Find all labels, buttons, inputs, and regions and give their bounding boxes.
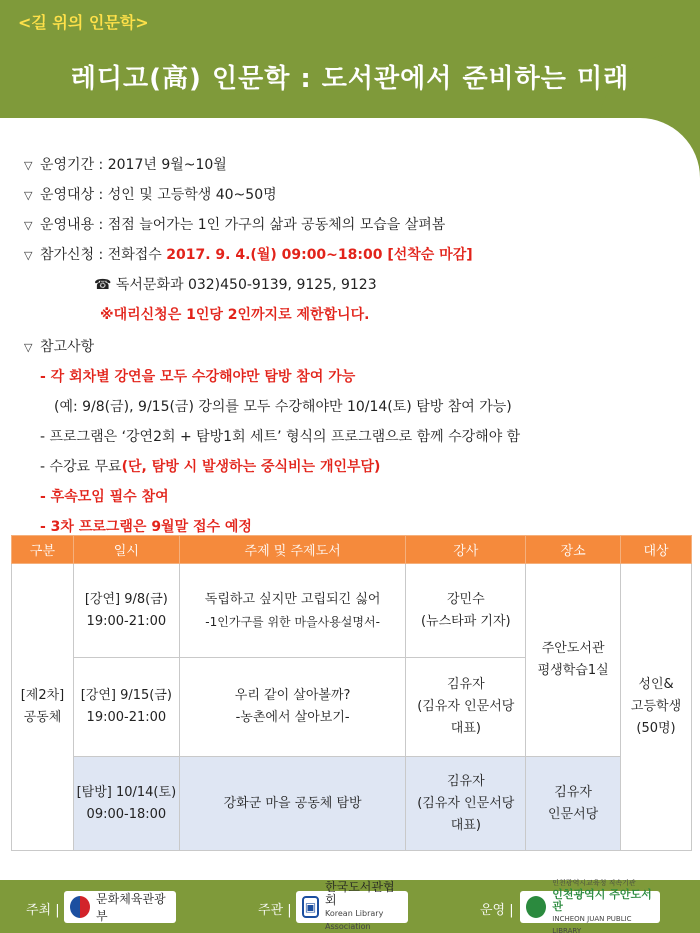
organizer-logo: ▣ 한국도서관협회 Korean Library Association bbox=[296, 891, 408, 923]
audience-cell: 성인& 고등학생 (50명) bbox=[621, 564, 692, 851]
table-row bbox=[12, 757, 692, 851]
note-4: - 후속모임 필수 참여 bbox=[40, 489, 169, 505]
table-row bbox=[12, 564, 692, 658]
triangle-bullet-icon: ▽ bbox=[24, 341, 33, 354]
topic-cell: 강화군 마을 공동체 탐방 bbox=[179, 757, 406, 851]
header-place: 장소 bbox=[526, 536, 621, 564]
place-cell: 김유자 인문서당 bbox=[526, 757, 621, 851]
operator-logo: 인천광역시교육청 직속기관 인천광역시 주안도서관 INCHEON JUAN PUBLIC LIBRARY bbox=[520, 891, 660, 923]
page-title: 레디고(高) 인문학 : 도서관에서 준비하는 미래 bbox=[70, 64, 630, 94]
organizer-label: 주관 | bbox=[258, 903, 292, 918]
proxy-note: ※대리신청은 1인당 2인까지로 제한합니다. bbox=[100, 307, 370, 323]
datetime-cell: [강연] 9/8(금) 19:00-21:00 bbox=[73, 564, 179, 658]
note-1-example: (예: 9/8(금), 9/15(금) 강의를 모두 수강해야만 10/14(토) 탐방 참여 가능) bbox=[54, 399, 512, 415]
header-lecturer: 강사 bbox=[406, 536, 526, 564]
program-tag: <길 위의 인문학> bbox=[18, 13, 149, 32]
note-5: - 3차 프로그램은 9월말 접수 예정 bbox=[40, 519, 252, 535]
library-leaf-icon bbox=[526, 896, 546, 918]
target-row: ▽ 운영대상 : 성인 및 고등학생 40~50명 bbox=[24, 180, 277, 211]
footer bbox=[0, 880, 700, 933]
datetime-cell: [강연] 9/15(금) 19:00-21:00 bbox=[73, 658, 179, 757]
topic-cell: 독립하고 싶지만 고립되긴 싫어 -1인가구를 위한 마을사용설명서- bbox=[179, 564, 406, 658]
host-label: 주최 | bbox=[26, 903, 60, 918]
schedule-table bbox=[11, 535, 692, 851]
triangle-bullet-icon: ▽ bbox=[24, 249, 33, 262]
lecturer-cell: 김유자 (김유자 인문서당 대표) bbox=[406, 658, 526, 757]
category-cell: [제2차] 공동체 bbox=[12, 564, 74, 851]
datetime-cell: [탐방] 10/14(토) 09:00-18:00 bbox=[73, 757, 179, 851]
host-logo: 문화체육관광부 bbox=[64, 891, 176, 923]
place-cell: 주안도서관 평생학습1실 bbox=[526, 564, 621, 757]
triangle-bullet-icon: ▽ bbox=[24, 159, 33, 172]
header-topic: 주제 및 주제도서 bbox=[179, 536, 406, 564]
triangle-bullet-icon: ▽ bbox=[24, 189, 33, 202]
phone-row: ☎ 독서문화과 032)450-9139, 9125, 9123 bbox=[94, 277, 377, 293]
note-2: - 프로그램은 ‘강연2회 + 탐방1회 세트’ 형식의 프로그램으로 함께 수강해야 함 bbox=[40, 429, 521, 445]
header-datetime: 일시 bbox=[73, 536, 179, 564]
notes-heading: ▽ 참고사항 bbox=[24, 332, 94, 363]
period-row: ▽ 운영기간 : 2017년 9월~10월 bbox=[24, 150, 227, 181]
lecturer-cell: 김유자 (김유자 인문서당 대표) bbox=[406, 757, 526, 851]
lecturer-cell: 강민수 (뉴스타파 기자) bbox=[406, 564, 526, 658]
content-row: ▽ 운영내용 : 점점 늘어가는 1인 가구의 삶과 공동체의 모습을 살펴봄 bbox=[24, 210, 445, 241]
header-audience: 대상 bbox=[621, 536, 692, 564]
triangle-bullet-icon: ▽ bbox=[24, 219, 33, 232]
header-category: 구분 bbox=[12, 536, 74, 564]
note-3: - 수강료 무료(단, 탐방 시 발생하는 중식비는 개인부담) bbox=[40, 459, 381, 475]
apply-row: ▽ 참가신청 : 전화접수 2017. 9. 4.(월) 09:00~18:00 [선착순 마감] bbox=[24, 240, 473, 271]
library-association-icon: ▣ bbox=[302, 896, 319, 918]
taegeuk-icon bbox=[70, 896, 90, 918]
header-banner bbox=[0, 0, 700, 118]
operator-label: 운영 | bbox=[480, 903, 514, 918]
table-header-row bbox=[12, 536, 692, 564]
topic-cell: 우리 같이 살아볼까? -농촌에서 살아보기- bbox=[179, 658, 406, 757]
note-1: - 각 회차별 강연을 모두 수강해야만 탐방 참여 가능 bbox=[40, 369, 356, 385]
